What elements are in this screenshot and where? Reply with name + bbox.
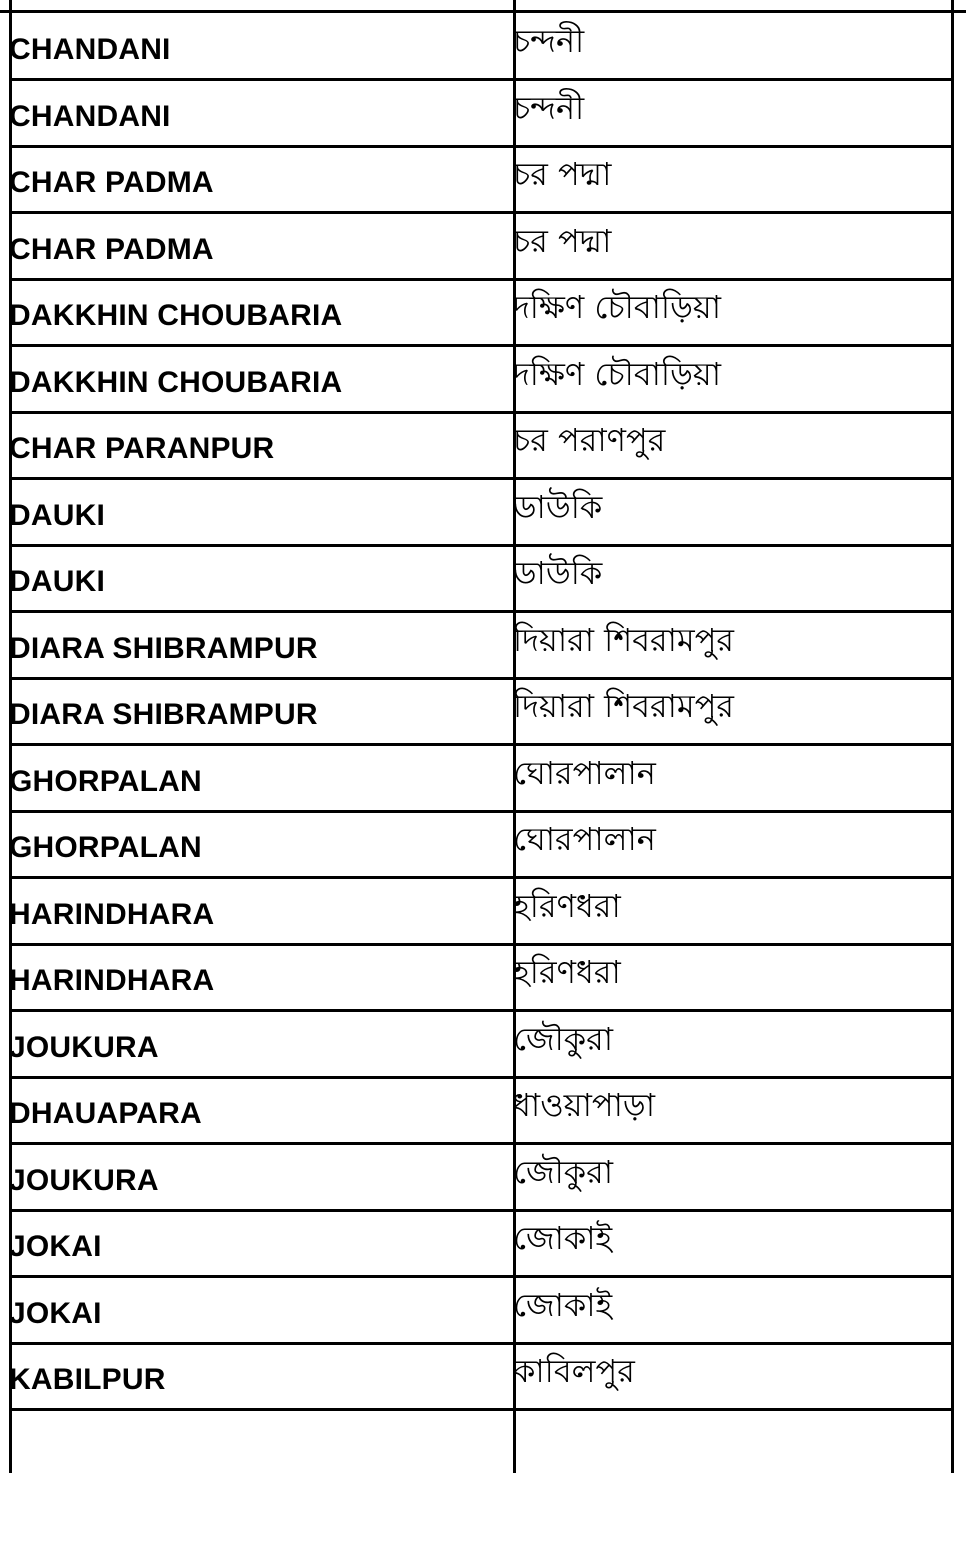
bengali-name-cell[interactable] <box>513 811 954 878</box>
table-row <box>9 479 954 546</box>
english-name-text: JOKAI <box>9 1230 102 1264</box>
bengali-name-text: দক্ষিণ চৌবাড়িয়া <box>513 354 722 393</box>
cut-off-header-row <box>0 0 966 13</box>
english-name-text: JOKAI <box>9 1296 102 1330</box>
bengali-name-cell[interactable] <box>513 146 954 213</box>
table-row <box>9 412 954 479</box>
bengali-name-cell[interactable] <box>513 745 954 812</box>
table-row <box>9 678 954 745</box>
bengali-name-text: হরিণধরা <box>513 886 621 925</box>
bengali-name-text: চর পরাণপুর <box>513 421 666 460</box>
bengali-name-cell[interactable] <box>513 1210 954 1277</box>
bengali-name-cell[interactable] <box>513 1144 954 1211</box>
table-row <box>9 1210 954 1277</box>
english-name-cell[interactable] <box>9 1077 513 1144</box>
table-row <box>9 1144 954 1211</box>
bengali-name-cell[interactable] <box>513 1011 954 1078</box>
english-name-text: DAUKI <box>9 565 105 599</box>
table-row <box>9 146 954 213</box>
bengali-name-cell[interactable] <box>513 479 954 546</box>
table-row <box>9 944 954 1011</box>
english-name-text: DAKKHIN CHOUBARIA <box>9 365 343 399</box>
table-body <box>9 13 954 1410</box>
english-name-text: GHORPALAN <box>9 831 202 865</box>
table-row <box>9 612 954 679</box>
village-name-table <box>9 13 954 1411</box>
bengali-name-text: ডাউকি <box>513 554 603 593</box>
english-name-cell[interactable] <box>9 80 513 147</box>
english-name-cell[interactable] <box>9 811 513 878</box>
english-name-text: JOUKURA <box>9 1163 159 1197</box>
english-name-text: KABILPUR <box>9 1363 166 1397</box>
bengali-name-text: ধাওয়াপাড়া <box>513 1086 656 1125</box>
bengali-name-text: জোকাই <box>513 1285 613 1324</box>
english-name-cell[interactable] <box>9 878 513 945</box>
english-name-cell[interactable] <box>9 944 513 1011</box>
english-name-cell[interactable] <box>9 479 513 546</box>
english-name-cell[interactable] <box>9 545 513 612</box>
english-name-cell[interactable] <box>9 1210 513 1277</box>
bengali-name-text: ঘোরপালান <box>513 820 656 859</box>
english-name-text: HARINDHARA <box>9 897 215 931</box>
bengali-name-text: দক্ষিণ চৌবাড়িয়া <box>513 288 722 327</box>
english-name-cell[interactable] <box>9 1343 513 1410</box>
bengali-name-cell[interactable] <box>513 213 954 280</box>
english-name-cell[interactable] <box>9 612 513 679</box>
english-name-cell[interactable] <box>9 1277 513 1344</box>
english-name-text: GHORPALAN <box>9 764 202 798</box>
table-row <box>9 1343 954 1410</box>
english-name-cell[interactable] <box>9 346 513 413</box>
table-row <box>9 878 954 945</box>
table-row <box>9 811 954 878</box>
bengali-name-text: হরিণধরা <box>513 953 621 992</box>
bengali-name-text: জোকাই <box>513 1219 613 1258</box>
bengali-name-cell[interactable] <box>513 1277 954 1344</box>
bengali-name-cell[interactable] <box>513 944 954 1011</box>
english-name-cell[interactable] <box>9 745 513 812</box>
table-row <box>9 545 954 612</box>
bengali-name-text: চর পদ্মা <box>513 155 612 194</box>
english-name-text: DAUKI <box>9 498 105 532</box>
bengali-name-cell[interactable] <box>513 13 954 80</box>
bengali-name-cell[interactable] <box>513 878 954 945</box>
english-name-text: CHAR PADMA <box>9 166 214 200</box>
table-row <box>9 13 954 80</box>
bengali-name-cell[interactable] <box>513 1077 954 1144</box>
table-row <box>9 346 954 413</box>
bengali-name-text: জৌকুরা <box>513 1152 614 1191</box>
bengali-name-text: চন্দনী <box>513 88 585 127</box>
english-name-cell[interactable] <box>9 279 513 346</box>
table-row <box>9 1011 954 1078</box>
table-row <box>9 1077 954 1144</box>
bengali-name-text: কাবিলপুর <box>513 1352 635 1391</box>
bengali-name-cell[interactable] <box>513 545 954 612</box>
english-name-text: CHANDANI <box>9 99 171 133</box>
table-row <box>9 745 954 812</box>
bengali-name-text: জৌকুরা <box>513 1019 614 1058</box>
english-name-text: JOUKURA <box>9 1030 159 1064</box>
english-name-cell[interactable] <box>9 146 513 213</box>
table-row <box>9 1277 954 1344</box>
bengali-name-text: চন্দনী <box>513 21 585 60</box>
bengali-name-text: ডাউকি <box>513 487 603 526</box>
bengali-name-text: চর পদ্মা <box>513 221 612 260</box>
table-row <box>9 279 954 346</box>
english-name-text: DIARA SHIBRAMPUR <box>9 631 318 665</box>
english-name-text: CHAR PADMA <box>9 232 214 266</box>
english-name-cell[interactable] <box>9 13 513 80</box>
bengali-name-cell[interactable] <box>513 279 954 346</box>
bengali-name-cell[interactable] <box>513 678 954 745</box>
english-name-text: DHAUAPARA <box>9 1097 202 1131</box>
bengali-name-cell[interactable] <box>513 612 954 679</box>
english-name-text: DAKKHIN CHOUBARIA <box>9 299 343 333</box>
bengali-name-cell[interactable] <box>513 1343 954 1410</box>
english-name-cell[interactable] <box>9 412 513 479</box>
english-name-text: CHANDANI <box>9 32 171 66</box>
bengali-name-text: দিয়ারা শিবরামপুর <box>513 687 735 726</box>
english-name-text: CHAR PARANPUR <box>9 432 275 466</box>
english-name-cell[interactable] <box>9 1144 513 1211</box>
bengali-name-text: দিয়ারা শিবরামপুর <box>513 620 735 659</box>
bengali-name-cell[interactable] <box>513 346 954 413</box>
english-name-cell[interactable] <box>9 678 513 745</box>
english-name-text: DIARA SHIBRAMPUR <box>9 698 318 732</box>
english-name-cell[interactable] <box>9 213 513 280</box>
bengali-name-cell[interactable] <box>513 412 954 479</box>
english-name-cell[interactable] <box>9 1011 513 1078</box>
english-name-text: HARINDHARA <box>9 964 215 998</box>
table-row <box>9 80 954 147</box>
table-row <box>9 213 954 280</box>
bengali-name-cell[interactable] <box>513 80 954 147</box>
bengali-name-text: ঘোরপালান <box>513 753 656 792</box>
